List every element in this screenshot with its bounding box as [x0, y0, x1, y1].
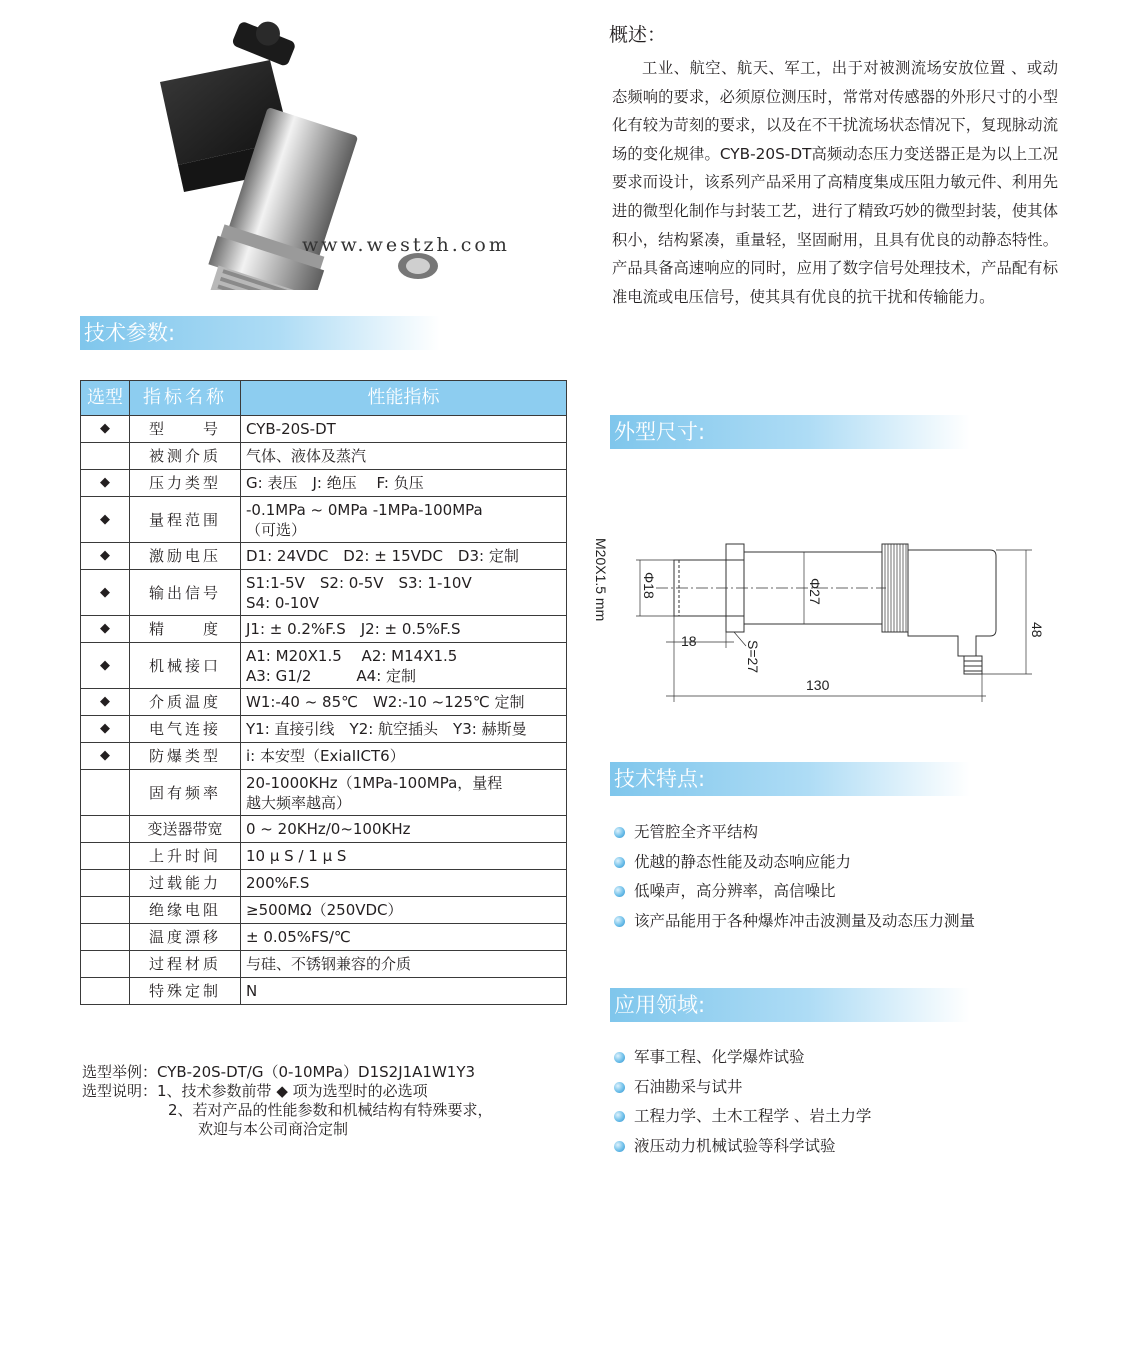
param-name: 电气连接 [130, 716, 241, 743]
param-value [241, 570, 567, 616]
required-marker [81, 816, 130, 843]
param-name: 介质温度 [130, 689, 241, 716]
required-marker: ◆ [81, 416, 130, 443]
dim-label-hex: S=27 [745, 640, 761, 674]
list-item [611, 1132, 871, 1162]
col-header-value: 性能指标 [241, 381, 567, 416]
dim-label-phi18: Φ18 [641, 572, 657, 599]
required-marker: ◆ [81, 497, 130, 543]
table-row [81, 470, 567, 497]
param-value: 与硅、不锈钢兼容的介质 [241, 951, 567, 978]
selection-example: 选型举例：CYB-20S-DT/G（0-10MPa）D1S2J1A1W1Y3 [82, 1063, 476, 1081]
param-name: 过载能力 [130, 870, 241, 897]
param-name: 过程材质 [130, 951, 241, 978]
param-value [241, 497, 567, 543]
param-value: N [241, 978, 567, 1005]
dimensions-heading: 外型尺寸: [610, 415, 970, 449]
overview-title: 概述： [609, 24, 667, 46]
table-row [81, 543, 567, 570]
bullet-icon [614, 1082, 625, 1093]
param-value: Y1: 直接引线 Y2: 航空插头 Y3: 赫斯曼 [241, 716, 567, 743]
feature-text: 低噪声，高分辨率，高信噪比 [634, 882, 836, 900]
tech-params-heading: 技术参数: [80, 316, 440, 350]
overview-text: 工业、航空、航天、军工，出于对被测流场安放位置 、或动态频响的要求，必须原位测压时，常常对传感器的外形尺寸的小型化有较为苛刻的要求，以及在不干扰流场状态情况下，复现脉动流场的变化规律。CYB-20S-DT高频动态压力变送器正是为以上工况要求而设计，该系列产品采用了高精度集成压阻力敏元件、利用先进的微型化制作与封装工艺，进行了精致巧妙的微型封装，使其体积小，结构紧凑，重量轻，坚固耐用，且具有优良的动静态特性。产品具备高速响应的同时，应用了数字信号处理技术，产品配有标准电流或电压信号，使其具有优良的抗干扰和传输能力。 [612, 59, 1058, 306]
table-row [81, 978, 567, 1005]
required-marker: ◆ [81, 716, 130, 743]
param-name: 绝缘电阻 [130, 897, 241, 924]
param-name: 量程范围 [130, 497, 241, 543]
bullet-icon [614, 1141, 625, 1152]
param-value: CYB-20S-DT [241, 416, 567, 443]
feature-text: 优越的静态性能及动态响应能力 [634, 852, 852, 871]
required-marker [81, 443, 130, 470]
param-value: ± 0.05%FS/℃ [241, 924, 567, 951]
required-marker [81, 843, 130, 870]
param-value-line2: S4: 0-10V [246, 593, 320, 612]
selection-desc-label: 选型说明： [82, 1082, 158, 1100]
table-row [81, 643, 567, 689]
required-marker: ◆ [81, 543, 130, 570]
param-value: 气体、液体及蒸汽 [241, 443, 567, 470]
param-value-line1: -0.1MPa ~ 0MPa -1MPa-100MPa [246, 500, 483, 519]
param-name: 特殊定制 [130, 978, 241, 1005]
photo-watermark: www.westzh.com [302, 234, 510, 256]
table-header-row [81, 381, 567, 416]
list-item [611, 1043, 871, 1073]
param-value: J1: ± 0.2%F.S J2: ± 0.5%F.S [241, 616, 567, 643]
bullet-icon [614, 886, 625, 897]
features-list [611, 818, 975, 936]
table-row [81, 816, 567, 843]
param-name: 防爆类型 [130, 743, 241, 770]
table-row [81, 570, 567, 616]
selection-desc-row [82, 1082, 493, 1101]
param-value-line2: A3: G1/2 A4: 定制 [246, 666, 417, 685]
bullet-icon [614, 827, 625, 838]
param-value: G: 表压 J: 绝压 F: 负压 [241, 470, 567, 497]
list-item [611, 818, 975, 848]
required-marker: ◆ [81, 643, 130, 689]
application-text: 军事工程、化学爆炸试验 [634, 1048, 805, 1066]
param-value-line1: 20-1000KHz（1MPa-100MPa，量程 [246, 773, 503, 792]
bullet-icon [614, 857, 625, 868]
table-row [81, 770, 567, 816]
bullet-icon [614, 916, 625, 927]
table-row [81, 716, 567, 743]
table-row [81, 689, 567, 716]
table-row [81, 843, 567, 870]
list-item [611, 877, 975, 907]
param-value [241, 643, 567, 689]
bullet-icon [614, 1111, 625, 1122]
required-marker [81, 978, 130, 1005]
table-row [81, 870, 567, 897]
required-marker [81, 951, 130, 978]
application-text: 液压动力机械试验等科学试验 [634, 1136, 836, 1155]
connector-housing [908, 550, 996, 656]
param-name: 型 号 [130, 416, 241, 443]
bullet-icon [614, 1052, 625, 1063]
dimension-drawing [586, 530, 1056, 710]
param-value-line1: A1: M20X1.5 A2: M14X1.5 [246, 646, 458, 665]
list-item [611, 907, 975, 937]
dim-label-len18: 18 [681, 633, 697, 649]
applications-list [611, 1043, 871, 1161]
outline-drawing-svg [586, 530, 1056, 710]
param-value: 0 ~ 20KHz/0~100KHz [241, 816, 567, 843]
param-name: 变送器带宽 [130, 816, 241, 843]
required-marker: ◆ [81, 470, 130, 497]
param-name: 温度漂移 [130, 924, 241, 951]
list-item [611, 1073, 871, 1103]
feature-text: 无管腔全齐平结构 [634, 823, 759, 841]
table-row [81, 497, 567, 543]
table-row [81, 924, 567, 951]
param-value: 10 μ S / 1 μ S [241, 843, 567, 870]
table-row [81, 743, 567, 770]
param-value: i: 本安型（ExiaIICT6） [241, 743, 567, 770]
param-value: 200%F.S [241, 870, 567, 897]
required-marker [81, 897, 130, 924]
applications-heading: 应用领域: [610, 988, 970, 1022]
application-text: 工程力学、土木工程学 、岩土力学 [634, 1107, 872, 1125]
selection-desc-2: 2、若对产品的性能参数和机械结构有特殊要求， [168, 1101, 493, 1119]
dim-label-thread: M20X1.5 mm [593, 538, 609, 622]
dim-label-len130: 130 [806, 677, 830, 693]
param-name: 机械接口 [130, 643, 241, 689]
param-name: 上升时间 [130, 843, 241, 870]
param-name: 压力类型 [130, 470, 241, 497]
param-value: W1:-40 ~ 85℃ W2:-10 ~125℃ 定制 [241, 689, 567, 716]
table-row [81, 897, 567, 924]
application-text: 石油勘采与试井 [634, 1077, 743, 1096]
col-header-name: 指标名称 [130, 381, 241, 416]
required-marker: ◆ [81, 570, 130, 616]
table-row [81, 951, 567, 978]
feature-text: 该产品能用于各种爆炸冲击波测量及动态压力测量 [634, 911, 976, 930]
selection-desc-1: 1、技术参数前带 ◆ 项为选型时的必选项 [157, 1082, 428, 1100]
required-marker: ◆ [81, 689, 130, 716]
table-row [81, 416, 567, 443]
param-name: 固有频率 [130, 770, 241, 816]
param-name: 被测介质 [130, 443, 241, 470]
param-value: D1: 24VDC D2: ± 15VDC D3: 定制 [241, 543, 567, 570]
selection-desc-3: 欢迎与本公司商洽定制 [198, 1120, 349, 1138]
list-item [611, 848, 975, 878]
required-marker [81, 870, 130, 897]
param-value-line2: 越大频率越高） [246, 793, 352, 812]
dim-label-height48: 48 [1029, 622, 1045, 638]
required-marker [81, 770, 130, 816]
param-value-line1: S1:1-5V S2: 0-5V S3: 1-10V [246, 573, 472, 592]
param-value: ≥500MΩ（250VDC） [241, 897, 567, 924]
required-marker: ◆ [81, 616, 130, 643]
param-value [241, 770, 567, 816]
list-item [611, 1102, 871, 1132]
param-name: 精 度 [130, 616, 241, 643]
selection-notes [82, 1063, 493, 1139]
col-header-select: 选型 [81, 381, 130, 416]
features-heading: 技术特点: [610, 762, 970, 796]
required-marker: ◆ [81, 743, 130, 770]
param-value-line2: （可选） [246, 520, 307, 539]
param-name: 激励电压 [130, 543, 241, 570]
param-name: 输出信号 [130, 570, 241, 616]
table-row [81, 443, 567, 470]
table-row [81, 616, 567, 643]
required-marker [81, 924, 130, 951]
spec-table [80, 380, 567, 1005]
dim-label-phi27: Φ27 [807, 578, 823, 605]
